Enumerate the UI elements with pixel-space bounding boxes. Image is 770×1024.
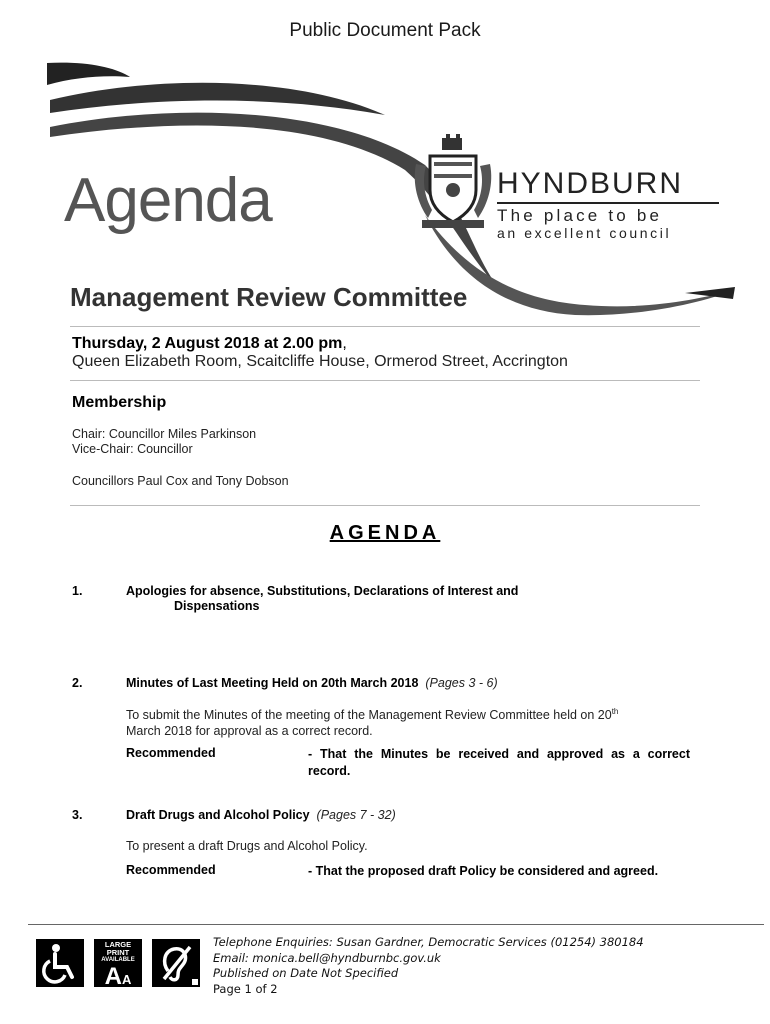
footer-email[interactable]: Email: monica.bell@hyndburnbc.gov.uk	[213, 950, 441, 965]
recommendation-label: Recommended	[126, 863, 216, 877]
recommendation-text: - That the proposed draft Policy be considered and agreed.	[308, 864, 659, 878]
agenda-item-pages: (Pages 3 - 6)	[425, 676, 498, 690]
large-print-label: LARGE PRINT	[104, 940, 132, 957]
agenda-item-title-text: Draft Drugs and Alcohol Policy	[126, 808, 310, 822]
hearing-loop-icon	[152, 939, 200, 987]
agenda-item-title	[126, 808, 396, 822]
membership-vice-chair: Vice-Chair: Councillor	[72, 442, 193, 456]
agenda-item-description	[126, 704, 696, 739]
brand-divider	[497, 202, 719, 204]
wheelchair-access-icon	[36, 939, 84, 987]
coat-of-arms-icon	[412, 134, 494, 232]
brand-tagline-secondary: an excellent council	[497, 225, 672, 241]
council-brand	[497, 168, 719, 241]
agenda-item-title-continued: Dispensations	[174, 599, 260, 613]
agenda-item-title: Apologies for absence, Substitutions, Declarations of Interest and	[126, 584, 519, 598]
agenda-item-description-text-continued: March 2018 for approval as a correct record.	[126, 724, 373, 739]
agenda-item-pages: (Pages 7 - 32)	[316, 808, 396, 822]
agenda-title: Agenda	[64, 166, 272, 235]
meeting-date-suffix: ,	[342, 335, 347, 352]
public-document-pack-label: Public Document Pack	[289, 20, 481, 41]
footer-published: Published on Date Not Specified	[213, 966, 399, 980]
large-print-icon	[94, 939, 142, 990]
large-print-available: AVAILABLE	[101, 957, 135, 963]
membership-chair: Chair: Councillor Miles Parkinson	[72, 427, 257, 441]
recommendation-text: - That the Minutes be received and approved as a correct record.	[308, 747, 690, 778]
agenda-item-number: 1.	[72, 584, 83, 598]
ordinal-suffix: th	[611, 707, 619, 716]
agenda-item-number: 2.	[72, 676, 83, 690]
agenda-item-description: To present a draft Drugs and Alcohol Policy.	[126, 839, 368, 853]
large-print-glyph: AA	[104, 963, 132, 990]
footer-info	[213, 935, 644, 997]
agenda-item-number: 3.	[72, 808, 83, 822]
membership-heading: Membership	[72, 394, 167, 411]
footer-telephone: Telephone Enquiries: Susan Gardner, Democratic Services (01254) 380184	[213, 935, 644, 949]
membership-councillors: Councillors Paul Cox and Tony Dobson	[72, 474, 289, 488]
page-number: Page 1 of 2	[213, 981, 278, 996]
brand-tagline-primary: The place to be	[497, 206, 663, 225]
footer-divider	[28, 924, 764, 925]
agenda-item-title	[126, 676, 498, 690]
meeting-date-text: Thursday, 2 August 2018 at 2.00 pm	[72, 335, 343, 352]
brand-name: HYNDBURN	[497, 167, 684, 200]
committee-title: Management Review Committee	[70, 282, 468, 312]
agenda-item-title-text: Minutes of Last Meeting Held on 20th March 2018	[126, 676, 419, 690]
divider	[70, 380, 700, 381]
recommendation-label: Recommended	[126, 746, 216, 760]
divider	[70, 326, 700, 327]
divider	[70, 505, 700, 506]
agenda-heading: AGENDA	[329, 522, 441, 544]
agenda-item-description-text: To submit the Minutes of the meeting of the Management Review Committee held on 20	[126, 708, 612, 723]
meeting-venue: Queen Elizabeth Room, Scaitcliffe House, Ormerod Street, Accrington	[72, 353, 568, 370]
meeting-date	[72, 335, 347, 353]
